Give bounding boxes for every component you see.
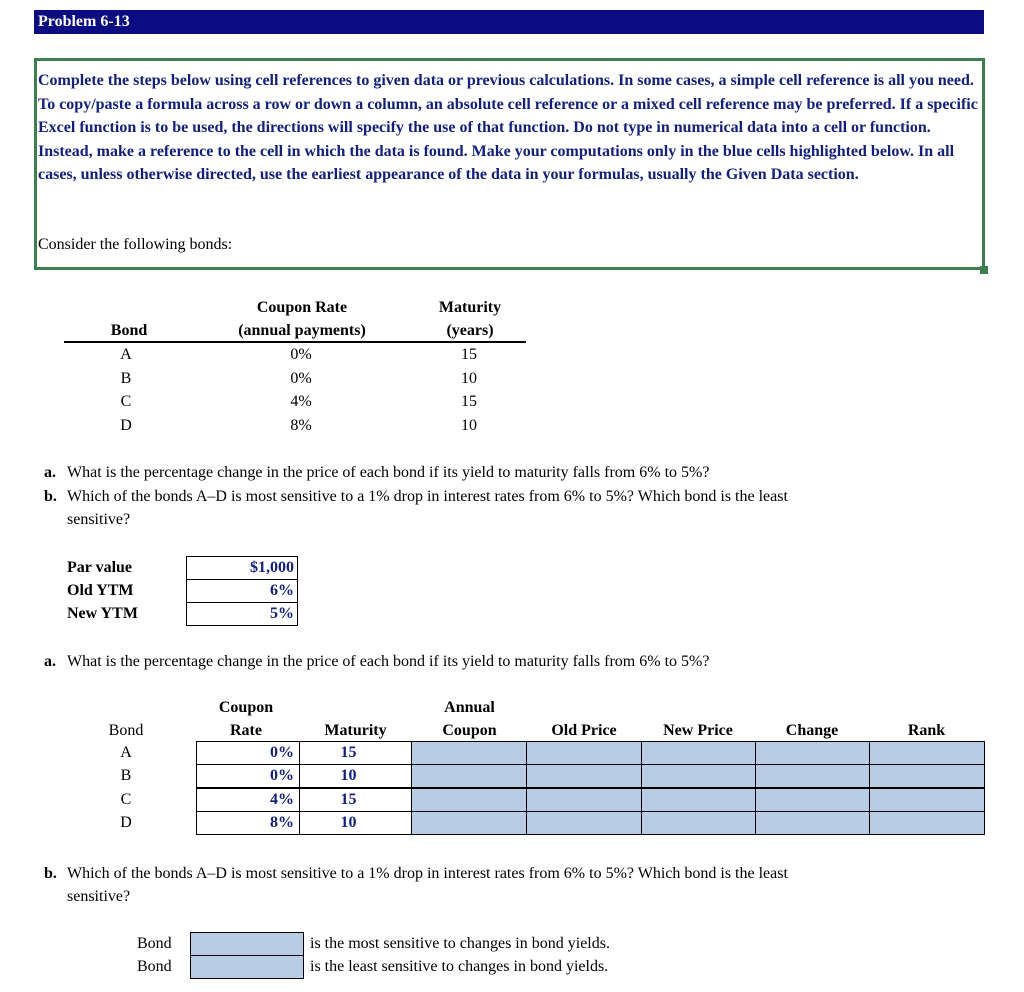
question-a-letter: a. — [44, 464, 56, 481]
question-b-text-1: Which of the bonds A–D is most sensitive to a 1% drop in interest rates from 6% to 5%? Which bond is the least — [67, 488, 788, 505]
calc-maturity-d-value: 10 — [340, 814, 357, 831]
given-bond-c: C — [120, 393, 132, 410]
new-ytm-cell[interactable]: 5% — [186, 602, 298, 626]
given-maturity-d: 10 — [461, 417, 477, 434]
new-price-cell-d[interactable] — [641, 811, 756, 835]
calc-maturity-b[interactable] — [299, 764, 412, 788]
calc-header-coupon-1: Coupon — [218, 699, 274, 716]
par-value-cell[interactable]: $1,000 — [186, 556, 298, 580]
given-maturity-b: 10 — [461, 370, 477, 387]
given-header-bond: Bond — [110, 322, 148, 339]
old-ytm-label: Old YTM — [67, 582, 134, 599]
question-b-letter: b. — [44, 488, 57, 505]
calc-header-annual-2: Coupon — [442, 722, 497, 739]
calc-bond-d: D — [120, 814, 132, 831]
resize-handle[interactable] — [980, 266, 988, 274]
calc-maturity-c-value: 15 — [340, 791, 357, 808]
given-header-coupon-1: Coupon Rate — [256, 299, 348, 316]
new-ytm-label: New YTM — [67, 605, 138, 622]
given-bond-a: A — [120, 346, 132, 363]
old-ytm-cell[interactable]: 6% — [186, 579, 298, 603]
most-bond-label: Bond — [137, 935, 172, 952]
calc-maturity-a-value: 15 — [340, 744, 357, 761]
calc-header-old-price: Old Price — [551, 722, 617, 739]
calc-header-annual-1: Annual — [444, 699, 495, 716]
most-sensitive-cell[interactable] — [190, 932, 304, 956]
given-coupon-a: 0% — [290, 346, 312, 363]
change-cell-d[interactable] — [755, 811, 870, 835]
given-coupon-c: 4% — [290, 393, 312, 410]
least-sensitive-text: is the least sensitive to changes in bond yields. — [310, 958, 609, 975]
question-a2-letter: a. — [44, 653, 56, 670]
annual-coupon-cell-d[interactable] — [411, 811, 527, 835]
rank-cell-b[interactable] — [869, 764, 985, 788]
instructions-text: Complete the steps below using cell references to given data or previous calculations. In some cases, a simple cell reference is all you need. To copy/paste a formula across a row or down a column, an absolute cell reference or a mixed cell reference may be preferred. If a specific Excel function is to be used, the directions will specify the use of that function. Do not type in numerical data into a cell or function. Instead, make a reference to the cell in which the data is found. Make your computations only in the blue cells highlighted below. In all cases, unless otherwise directed, use the earliest appearance of the data in your formulas, usually the Given Data section. — [38, 72, 978, 183]
given-maturity-c: 15 — [461, 393, 477, 410]
question-a-text: What is the percentage change in the price of each bond if its yield to maturity falls from 6% to 5%? — [67, 464, 710, 481]
old-price-cell-d[interactable] — [526, 811, 642, 835]
calc-coupon-b[interactable]: 0% — [196, 764, 300, 788]
calc-maturity-d[interactable] — [299, 811, 412, 835]
calc-header-coupon-2: Rate — [230, 722, 262, 739]
calc-maturity-b-value: 10 — [340, 767, 357, 784]
calc-bond-c: C — [120, 791, 132, 808]
calc-maturity-c[interactable] — [299, 788, 412, 812]
new-price-cell-c[interactable] — [641, 788, 756, 812]
most-sensitive-text: is the most sensitive to changes in bond yields. — [310, 935, 610, 952]
calc-maturity-a[interactable] — [299, 741, 412, 765]
calc-coupon-d[interactable]: 8% — [196, 811, 300, 835]
question-b2-letter: b. — [44, 865, 57, 882]
new-price-cell-b[interactable] — [641, 764, 756, 788]
old-price-cell-a[interactable] — [526, 741, 642, 765]
calc-bond-a: A — [120, 744, 132, 761]
consider-text: Consider the following bonds: — [38, 236, 233, 253]
rank-cell-a[interactable] — [869, 741, 985, 765]
par-value-label: Par value — [67, 559, 133, 576]
problem-title: Problem 6-13 — [34, 10, 984, 34]
question-a2-text: What is the percentage change in the price of each bond if its yield to maturity falls from 6% to 5%? — [67, 653, 710, 670]
calc-coupon-a[interactable]: 0% — [196, 741, 300, 765]
calc-coupon-c[interactable]: 4% — [196, 788, 300, 812]
change-cell-b[interactable] — [755, 764, 870, 788]
calc-header-bond: Bond — [108, 722, 144, 739]
question-b-text-2: sensitive? — [67, 511, 131, 528]
given-header-maturity-2: (years) — [446, 322, 494, 339]
calc-header-rank: Rank — [907, 722, 946, 739]
calc-header-maturity: Maturity — [324, 722, 387, 739]
given-header-maturity-1: Maturity — [438, 299, 502, 316]
given-maturity-a: 15 — [461, 346, 477, 363]
old-price-cell-b[interactable] — [526, 764, 642, 788]
least-bond-label: Bond — [137, 958, 172, 975]
calc-header-new-price: New Price — [663, 722, 733, 739]
given-bond-b: B — [120, 370, 132, 387]
annual-coupon-cell-c[interactable] — [411, 788, 527, 812]
old-price-cell-c[interactable] — [526, 788, 642, 812]
rank-cell-c[interactable] — [869, 788, 985, 812]
given-coupon-b: 0% — [290, 370, 312, 387]
annual-coupon-cell-a[interactable] — [411, 741, 527, 765]
change-cell-a[interactable] — [755, 741, 870, 765]
given-bond-d: D — [120, 417, 132, 434]
new-price-cell-a[interactable] — [641, 741, 756, 765]
annual-coupon-cell-b[interactable] — [411, 764, 527, 788]
change-cell-c[interactable] — [755, 788, 870, 812]
given-coupon-d: 8% — [290, 417, 312, 434]
question-b2-text-1: Which of the bonds A–D is most sensitive to a 1% drop in interest rates from 6% to 5%? Which bond is the least — [67, 865, 788, 882]
rank-cell-d[interactable] — [869, 811, 985, 835]
given-header-coupon-2: (annual payments) — [238, 322, 366, 339]
question-b2-text-2: sensitive? — [67, 888, 131, 905]
calc-header-change: Change — [785, 722, 839, 739]
least-sensitive-cell[interactable] — [190, 955, 304, 979]
calc-bond-b: B — [120, 767, 132, 784]
